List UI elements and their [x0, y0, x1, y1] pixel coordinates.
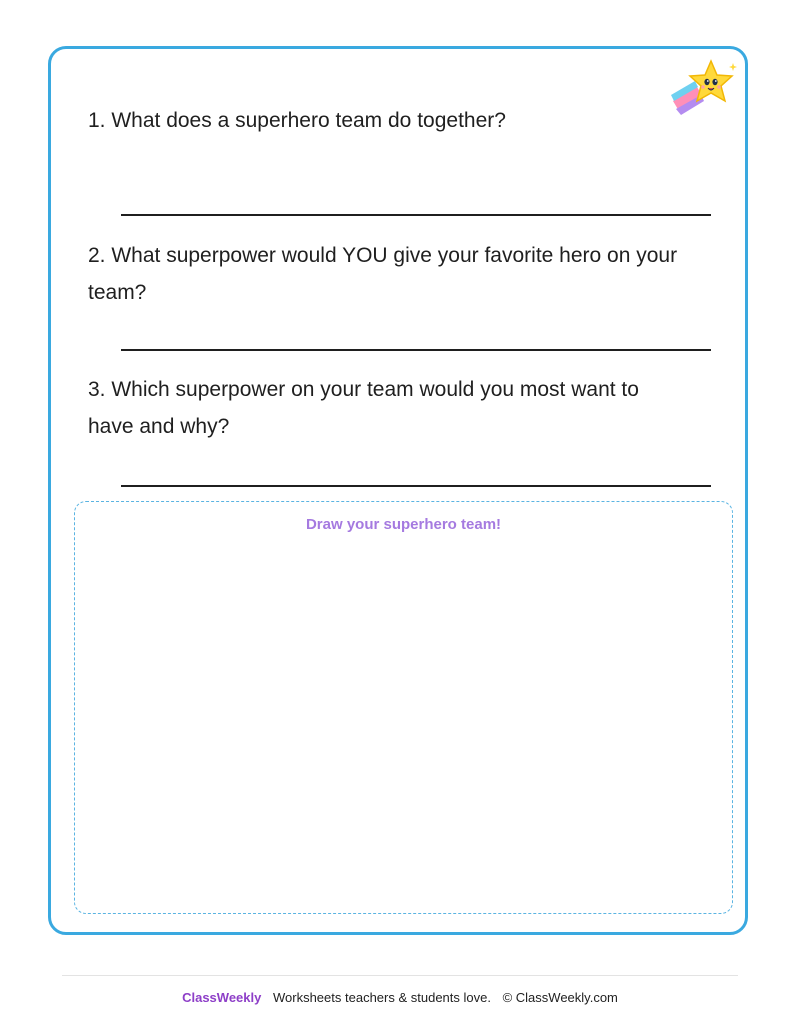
footer-tagline: Worksheets teachers & students love.	[272, 990, 491, 1005]
drawing-title: Draw your superhero team!	[305, 516, 502, 533]
drawing-area[interactable]	[74, 501, 733, 914]
footer-copyright: © ClassWeekly.com	[502, 990, 618, 1005]
worksheet-card	[48, 46, 748, 935]
footer	[0, 990, 800, 1005]
answer-line-2[interactable]	[121, 349, 711, 351]
question-2: 2. What superpower would YOU give your favorite hero on your team?	[88, 244, 678, 304]
question-1: 1. What does a superhero team do together?	[88, 109, 506, 132]
answer-line-1[interactable]	[121, 214, 711, 216]
question-3: 3. Which superpower on your team would you most want to have and why?	[88, 378, 639, 438]
footer-brand: ClassWeekly	[182, 990, 262, 1005]
answer-line-3[interactable]	[121, 485, 711, 487]
footer-divider	[62, 975, 738, 976]
